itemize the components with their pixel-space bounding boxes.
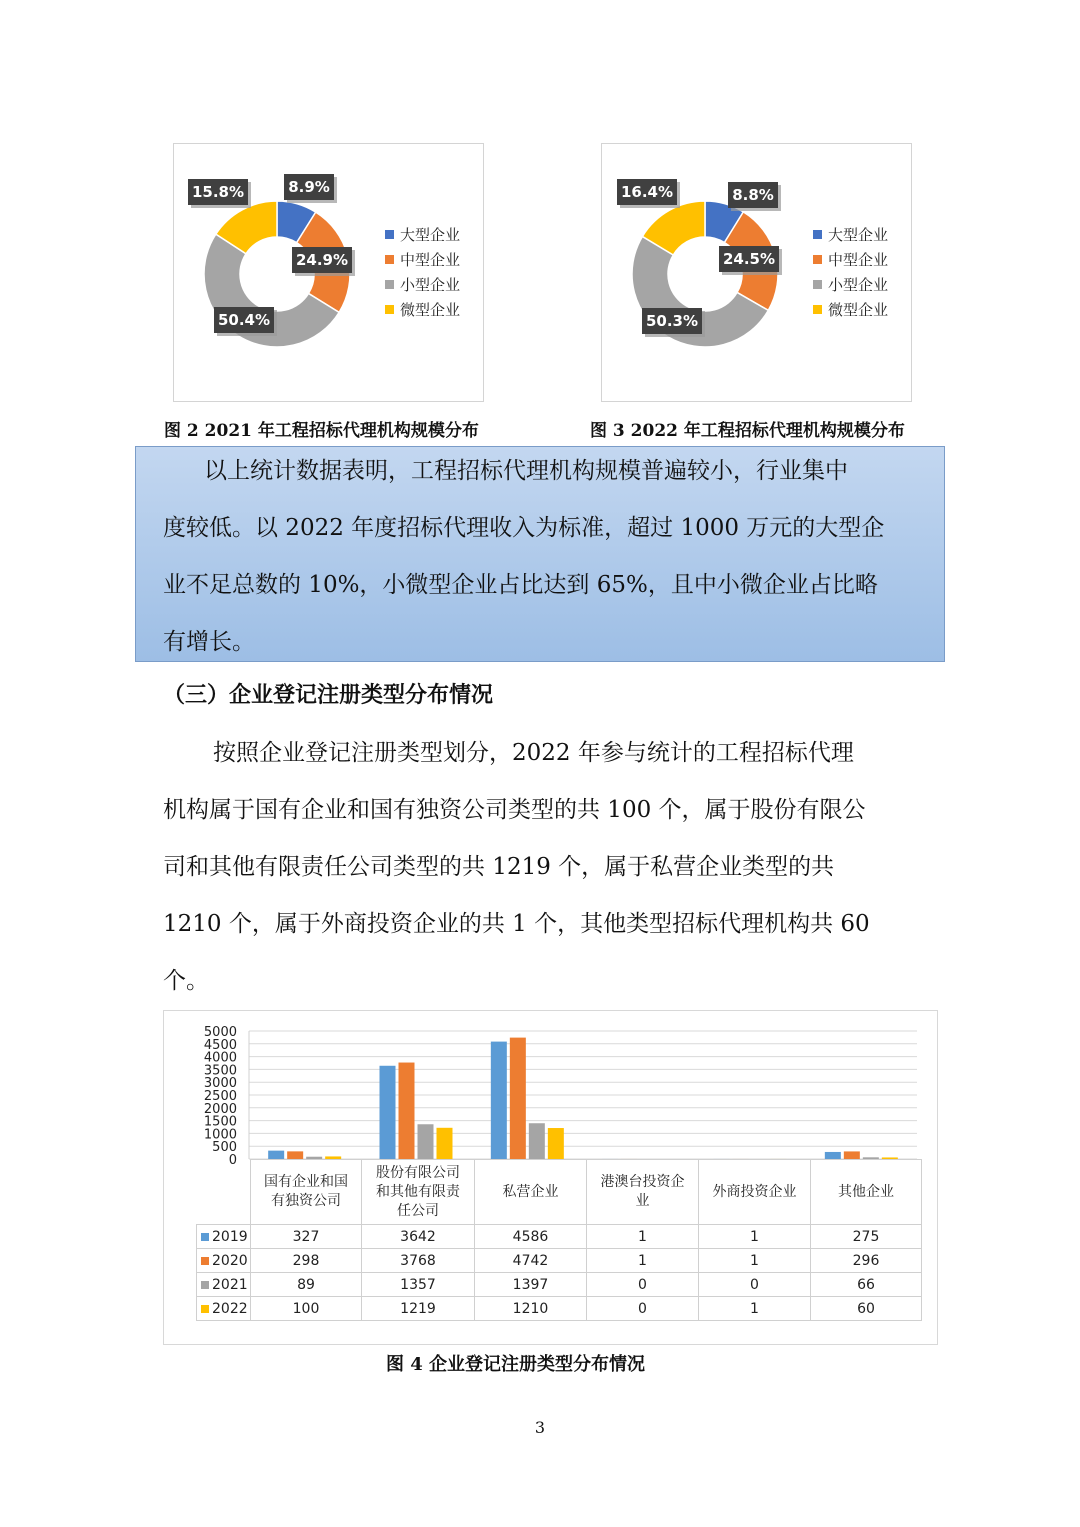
data-label: 8.9% bbox=[288, 178, 330, 196]
series-name-cell bbox=[197, 1249, 251, 1273]
legend-label: 大型企业 bbox=[400, 226, 461, 244]
series-name: 2019 bbox=[212, 1228, 248, 1245]
category-header-line: 和其他有限责 bbox=[376, 1183, 460, 1200]
body-line: 司和其他有限责任公司类型的共 1219 个，属于私营企业类型的共 bbox=[163, 854, 835, 880]
body-line: 按照企业登记注册类型划分，2022 年参与统计的工程招标代理 bbox=[213, 740, 854, 766]
legend-swatch bbox=[813, 280, 822, 289]
series-name-cell bbox=[197, 1273, 251, 1297]
table-value-cell: 1357 bbox=[362, 1273, 475, 1297]
legend-swatch bbox=[813, 305, 822, 314]
series-name: 2020 bbox=[212, 1252, 248, 1269]
summary-line: 业不足总数的 10%，小微型企业占比达到 65%，且中小微企业占比略 bbox=[163, 572, 878, 598]
series-name-cell bbox=[197, 1225, 251, 1249]
y-tick-label: 2500 bbox=[203, 1089, 237, 1104]
fig2-legend bbox=[385, 222, 460, 322]
series-name: 2022 bbox=[212, 1300, 248, 1317]
series-swatch bbox=[201, 1257, 209, 1265]
table-corner-cell bbox=[197, 1160, 251, 1225]
category-header-cell bbox=[699, 1160, 811, 1225]
legend-label: 微型企业 bbox=[828, 301, 889, 319]
table-value-cell: 1219 bbox=[362, 1297, 475, 1321]
body-line: 个。 bbox=[163, 968, 209, 994]
table-value-cell: 0 bbox=[587, 1273, 699, 1297]
table-value-cell: 89 bbox=[251, 1273, 362, 1297]
legend-label: 中型企业 bbox=[400, 251, 461, 269]
table-value-cell: 4742 bbox=[475, 1249, 587, 1273]
table-value-cell: 1397 bbox=[475, 1273, 587, 1297]
y-tick-label: 500 bbox=[212, 1140, 237, 1156]
fig4-caption: 图 4 企业登记注册类型分布情况 bbox=[386, 1354, 646, 1375]
table-row bbox=[197, 1225, 922, 1249]
series-name: 2021 bbox=[212, 1276, 248, 1293]
table-row bbox=[197, 1273, 922, 1297]
legend-swatch bbox=[813, 255, 822, 264]
series-name-cell bbox=[197, 1297, 251, 1321]
legend-item-medium bbox=[813, 247, 888, 272]
body-line: 1210 个，属于外商投资企业的共 1 个，其他类型招标代理机构共 60 bbox=[163, 911, 870, 937]
fig2-caption: 图 2 2021 年工程招标代理机构规模分布 bbox=[164, 421, 479, 441]
category-header-cell bbox=[251, 1160, 362, 1225]
legend-swatch bbox=[385, 230, 394, 239]
legend-item-micro bbox=[385, 297, 460, 322]
table-value-cell: 1 bbox=[587, 1249, 699, 1273]
legend-label: 小型企业 bbox=[828, 276, 889, 294]
fig3-legend bbox=[813, 222, 888, 322]
table-value-cell: 1210 bbox=[475, 1297, 587, 1321]
table-value-cell: 275 bbox=[811, 1225, 922, 1249]
category-header-line: 港澳台投资企 bbox=[600, 1174, 685, 1190]
table-value-cell: 1 bbox=[699, 1249, 811, 1273]
table-value-cell: 0 bbox=[587, 1297, 699, 1321]
fig2-chart-box bbox=[173, 143, 484, 402]
summary-paragraph bbox=[163, 443, 884, 671]
category-header-cell bbox=[587, 1160, 699, 1225]
series-swatch bbox=[201, 1305, 209, 1313]
y-tick-label: 4500 bbox=[203, 1037, 237, 1053]
summary-line: 有增长。 bbox=[163, 629, 255, 655]
series-swatch bbox=[201, 1233, 209, 1241]
table-value-cell: 327 bbox=[251, 1225, 362, 1249]
table-row bbox=[197, 1297, 922, 1321]
legend-item-medium bbox=[385, 247, 460, 272]
category-header-line: 国有企业和国 bbox=[264, 1174, 348, 1190]
legend-swatch bbox=[385, 280, 394, 289]
y-tick-label: 0 bbox=[228, 1153, 237, 1168]
table-value-cell: 66 bbox=[811, 1273, 922, 1297]
category-header-cell bbox=[475, 1160, 587, 1225]
legend-label: 微型企业 bbox=[400, 301, 461, 319]
data-label: 8.8% bbox=[732, 186, 774, 204]
y-tick-label: 2000 bbox=[203, 1101, 237, 1117]
fig3-chart-box bbox=[601, 143, 912, 402]
table-value-cell: 298 bbox=[251, 1249, 362, 1273]
category-header-line: 其他企业 bbox=[838, 1183, 894, 1200]
table-value-cell: 296 bbox=[811, 1249, 922, 1273]
table-row bbox=[197, 1249, 922, 1273]
category-header-line: 有独资公司 bbox=[271, 1193, 341, 1209]
section-title: （三）企业登记注册类型分布情况 bbox=[163, 682, 494, 708]
fig3-caption: 图 3 2022 年工程招标代理机构规模分布 bbox=[590, 421, 905, 441]
page-number: 3 bbox=[534, 1418, 546, 1437]
body-line: 机构属于国有企业和国有独资公司类型的共 100 个，属于股份有限公 bbox=[163, 797, 866, 823]
y-tick-label: 1000 bbox=[203, 1127, 237, 1143]
table-header-row bbox=[197, 1160, 922, 1225]
legend-label: 中型企业 bbox=[828, 251, 889, 269]
table-value-cell: 3768 bbox=[362, 1249, 475, 1273]
category-header-line: 外商投资企业 bbox=[712, 1183, 797, 1200]
summary-line: 以上统计数据表明，工程招标代理机构规模普遍较小，行业集中 bbox=[204, 458, 848, 484]
table-value-cell: 4586 bbox=[475, 1225, 587, 1249]
y-tick-label: 4000 bbox=[203, 1050, 237, 1066]
legend-item-large bbox=[385, 222, 460, 247]
category-header-line: 业 bbox=[635, 1193, 650, 1209]
table-value-cell: 3642 bbox=[362, 1225, 475, 1249]
legend-label: 大型企业 bbox=[828, 226, 889, 244]
data-label: 16.4% bbox=[620, 183, 674, 201]
legend-item-small bbox=[385, 272, 460, 297]
legend-item-micro bbox=[813, 297, 888, 322]
data-label: 24.5% bbox=[722, 250, 776, 268]
category-header-line: 股份有限公司 bbox=[376, 1164, 460, 1181]
data-label: 15.8% bbox=[191, 183, 245, 201]
body-paragraph bbox=[163, 725, 870, 1010]
table-value-cell: 1 bbox=[699, 1297, 811, 1321]
data-label: 50.4% bbox=[217, 311, 271, 329]
y-tick-label: 3500 bbox=[203, 1063, 237, 1079]
series-swatch bbox=[201, 1281, 209, 1289]
table-value-cell: 1 bbox=[699, 1225, 811, 1249]
category-header-cell bbox=[362, 1160, 475, 1225]
category-header-line: 私营企业 bbox=[502, 1183, 559, 1200]
table-value-cell: 1 bbox=[587, 1225, 699, 1249]
legend-swatch bbox=[385, 255, 394, 264]
table-value-cell: 100 bbox=[251, 1297, 362, 1321]
category-header-cell bbox=[811, 1160, 922, 1225]
legend-item-large bbox=[813, 222, 888, 247]
y-tick-label: 5000 bbox=[203, 1025, 237, 1040]
legend-item-small bbox=[813, 272, 888, 297]
data-label: 24.9% bbox=[295, 251, 349, 269]
fig4-data-table bbox=[196, 1159, 922, 1321]
summary-line: 度较低。以 2022 年度招标代理收入为标准，超过 1000 万元的大型企 bbox=[163, 515, 885, 541]
legend-swatch bbox=[813, 230, 822, 239]
data-label: 50.3% bbox=[645, 312, 699, 330]
y-tick-label: 1500 bbox=[203, 1114, 237, 1130]
table-value-cell: 0 bbox=[699, 1273, 811, 1297]
category-header-line: 任公司 bbox=[397, 1202, 439, 1219]
legend-label: 小型企业 bbox=[400, 276, 461, 294]
table-value-cell: 60 bbox=[811, 1297, 922, 1321]
legend-swatch bbox=[385, 305, 394, 314]
y-tick-label: 3000 bbox=[203, 1076, 237, 1092]
